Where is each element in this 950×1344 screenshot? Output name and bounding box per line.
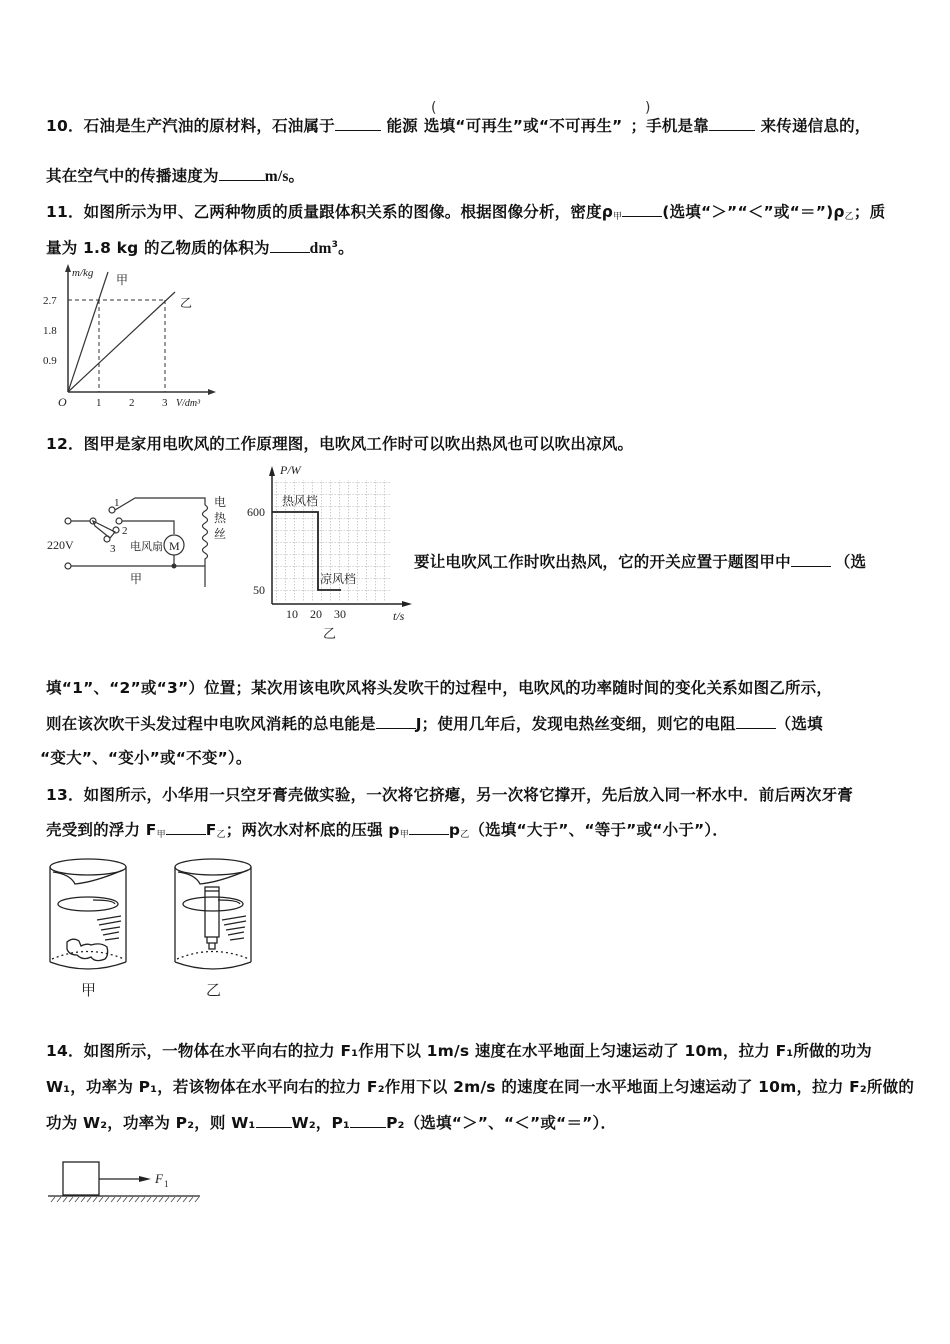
svg-text:20: 20 [310,607,322,621]
svg-text:F: F [155,1171,163,1186]
svg-text:乙: 乙 [323,626,337,641]
svg-text:m/kg: m/kg [72,267,94,279]
svg-text:t/s: t/s [393,609,405,623]
q10-text: 石油是生产汽油的原材料，石油属于 [83,117,335,135]
q11-blank-density[interactable] [622,202,662,217]
q14-text: W₁，功率为 P₁，若该物体在水平向右的拉力 F₂作用下以 2m/s 的速度在同一水平地面上匀速运动了 10m，拉力 F₂所做的 [46,1078,915,1096]
q13-blank-pressure[interactable] [409,820,449,835]
q11-text: 如图所示为甲、乙两种物质的质量跟体积关系的图像。根据图像分析，密度ρ [83,203,614,221]
svg-text:220V: 220V [47,538,74,552]
q10-open-paren: ( [431,100,437,116]
q13-text: F [205,821,217,839]
svg-text:3: 3 [110,543,116,555]
q13-line1 [46,783,853,805]
q12-blank-energy[interactable] [376,714,416,729]
q10-line1 [46,114,870,136]
q12-text: 填“1”、“2”或“3”）位置；某次用该电吹风将头发吹干的过程中，电吹风的功率随时间的变化关系如图乙所示， [46,679,833,697]
q14-blank-power[interactable] [350,1113,386,1128]
svg-text:乙: 乙 [206,983,222,999]
q11-sub: 乙 [844,212,854,222]
q11-line2 [46,236,354,258]
q11-sub: 甲 [613,212,623,222]
q14-number: 14． [46,1042,84,1060]
q12-line1 [46,432,633,454]
svg-text:丝: 丝 [214,527,227,541]
q12-text: 图甲是家用电吹风的工作原理图，电吹风工作时可以吹出热风也可以吹出凉风。 [83,435,634,453]
q12-text: “变大”、“变小”或“不变”）。 [40,749,252,767]
q14-blank-work[interactable] [256,1113,292,1128]
q11-text: 量为 1.8 kg 的乙物质的体积为 [46,239,270,257]
q13-sub: 乙 [216,830,226,840]
q10-text: 能源 [386,117,418,135]
q13-number: 13． [46,786,84,804]
svg-text:甲: 甲 [130,572,143,586]
svg-text:2.7: 2.7 [43,295,57,307]
q10-text: 其在空气中的传播速度为 [46,167,219,185]
q12-blank-switch[interactable] [791,552,831,567]
q12-blank-resistance[interactable] [736,714,776,729]
svg-text:1.8: 1.8 [43,325,57,337]
q10-text: ；手机是靠 [630,117,709,135]
svg-text:电风扇: 电风扇 [130,541,163,553]
svg-text:乙: 乙 [180,296,193,310]
q11-line1 [46,200,885,222]
q13-text: ；两次水对杯底的压强 p [225,821,400,839]
q12-text: 要让电吹风工作时吹出热风，它的开关应置于题图甲中 [414,553,791,571]
svg-text:电: 电 [214,495,227,509]
q12-text: （选填 [775,715,823,733]
svg-text:1: 1 [164,1179,169,1189]
q11-text: (选填“＞”“＜”或“＝”)ρ [662,203,845,221]
svg-text:2: 2 [122,525,128,537]
power-time-graph [240,458,420,643]
svg-text:1: 1 [96,397,102,409]
q13-sub: 甲 [399,830,409,840]
q12-line3 [46,712,823,734]
q11-unit: dm [309,240,332,257]
q10-unit: m/s。 [264,168,305,185]
q14-text: 如图所示，一物体在水平向右的拉力 F₁作用下以 1m/s 速度在水平地面上匀速运动了 10m，拉力 F₁所做的功为 [83,1042,872,1060]
q11-blank-volume[interactable] [270,238,310,253]
q14-text: 功为 W₂，功率为 P₂，则 W₁ [46,1114,256,1132]
svg-text:热: 热 [214,511,227,525]
svg-text:V/dm³: V/dm³ [176,398,201,409]
q14-text: P₂（选填“＞”、“＜”或“＝”）． [386,1114,617,1132]
q10-blank-speed[interactable] [219,166,265,181]
svg-text:30: 30 [334,607,346,621]
q13-line2 [46,818,728,840]
q13-text: 如图所示，小华用一只空牙膏壳做实验，一次将它挤瘪，另一次将它撑开，先后放入同一杯水中．前后两次牙膏 [83,786,853,804]
svg-text:600: 600 [247,505,265,519]
q14-text: W₂，P₁ [291,1114,351,1132]
q13-text: （选填“大于”、“等于”或“小于”）． [469,821,729,839]
q12-line2 [46,676,832,698]
q14-line2 [46,1075,914,1097]
svg-text:凉风档: 凉风档 [320,572,357,586]
svg-text:0.9: 0.9 [43,355,57,367]
q13-sub: 乙 [460,830,470,840]
q10-number: 10． [46,117,84,135]
q13-blank-buoyancy[interactable] [166,820,206,835]
svg-text:P/W: P/W [280,463,301,477]
q12-side-text [414,550,866,572]
q14-line3 [46,1111,616,1133]
q11-sup: 3 [331,240,339,250]
q13-text: p [448,821,461,839]
q14-line1 [46,1039,872,1061]
q10-text: 来传递信息的， [760,117,871,135]
svg-text:1: 1 [114,497,120,509]
svg-text:3: 3 [162,397,168,409]
svg-text:O: O [58,395,67,409]
q11-text: 。 [338,239,354,257]
q13-text: 壳受到的浮力 F [46,821,157,839]
q13-sub: 甲 [156,830,166,840]
q10-line2 [46,164,304,186]
q12-line4 [40,746,252,768]
toothpaste-beakers-figure [45,852,265,1002]
svg-text:甲: 甲 [116,273,129,287]
q11-number: 11． [46,203,84,221]
svg-text:甲: 甲 [81,983,97,999]
q10-blank-signal[interactable] [709,116,755,131]
svg-text:50: 50 [253,583,265,597]
q10-options: 选填“可再生”或“不可再生” [423,117,623,135]
q12-text: 则在该次吹干头发过程中电吹风消耗的总电能是 [46,715,376,733]
q11-text: ；质 [853,203,886,221]
svg-text:热风档: 热风档 [282,494,319,508]
svg-text:M: M [169,539,180,553]
q10-blank-energy[interactable] [335,116,381,131]
block-force-figure [45,1158,210,1208]
q12-number: 12． [46,435,84,453]
svg-text:10: 10 [286,607,298,621]
q10-close-paren: ) [645,100,651,116]
q12-text: （选 [834,553,867,571]
hairdryer-circuit-diagram [40,460,240,590]
q12-text: J；使用几年后，发现电热丝变细，则它的电阻 [415,715,736,733]
mass-volume-graph [40,262,240,412]
svg-text:2: 2 [129,397,135,409]
